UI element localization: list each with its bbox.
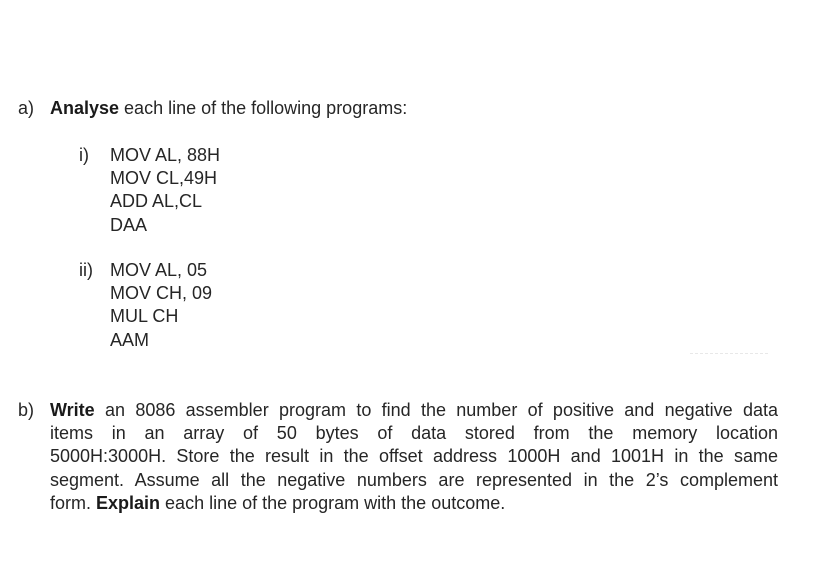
question-b-line-3: 5000H:3000H. Store the result in the offset address 1000H and 1001H in the same [50,446,778,467]
question-b-label: b) [18,400,35,420]
question-b-body [50,399,778,515]
program-ii [79,259,212,352]
question-b-line-1 [50,399,778,422]
code-line: ADD AL,CL [110,191,203,212]
question-b-line-1-text: an 8086 assembler program to find the number of positive and negative data [94,400,778,420]
question-a-text: each line of the following programs: [119,98,408,118]
question-b-keyword-explain: Explain [96,492,161,513]
program-i [79,144,220,237]
code-line: DAA [110,214,148,235]
question-b-line-5-start: form. [50,492,97,513]
program-i-code [110,144,220,237]
question-b-line-5-text: each line of the program with the outcome. [160,492,506,513]
code-line: AAM [110,329,150,350]
question-a-label: a) [18,98,35,118]
question-b-keyword-write: Write [50,400,95,420]
question-a-keyword: Analyse [50,98,120,118]
code-line: MUL CH [110,306,179,327]
question-b [18,399,778,515]
code-line: MOV AL, 88H [110,145,221,165]
question-b-line-5 [50,492,778,515]
code-line: MOV CL,49H [110,168,218,189]
question-a [18,97,407,119]
program-ii-code [110,259,212,352]
question-b-line-2: items in an array of 50 bytes of data stored from the memory location [50,423,778,444]
code-line: MOV CH, 09 [110,283,213,304]
code-line: MOV AL, 05 [110,260,208,280]
program-i-number: i) [79,145,89,165]
faint-artifact [690,353,768,354]
program-ii-number: ii) [79,260,93,280]
question-b-line-4: segment. Assume all the negative numbers are represented in the 2’s complement [50,469,778,490]
